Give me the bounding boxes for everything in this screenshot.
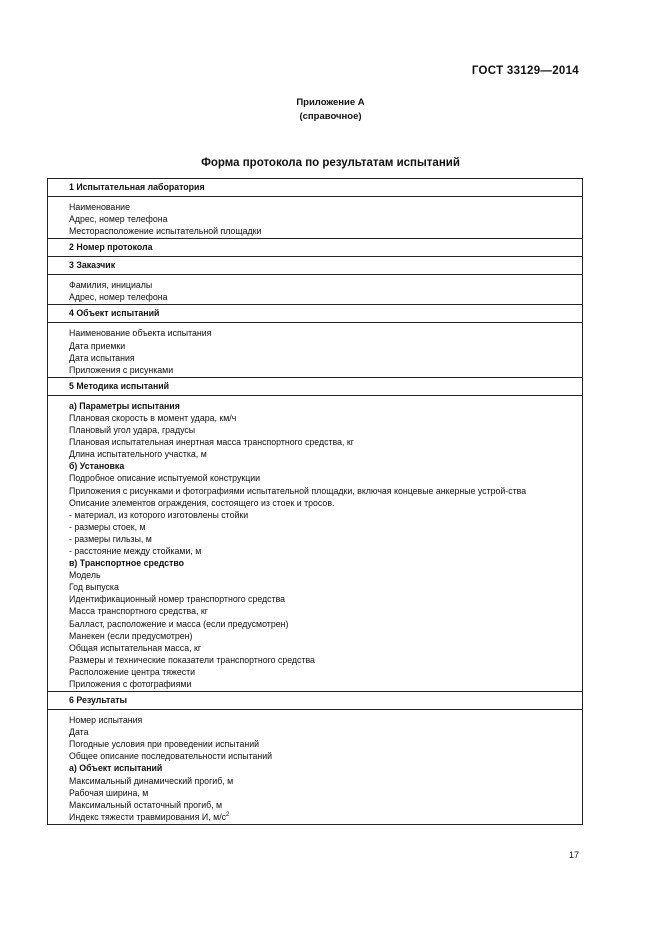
form-field-line — [69, 787, 578, 799]
form-field-line — [69, 775, 578, 787]
line-text: Манекен (если предусмотрен) — [69, 630, 193, 641]
form-field-line — [69, 448, 578, 460]
form-field-line — [69, 811, 578, 823]
form-section — [48, 692, 582, 824]
form-field-line — [69, 364, 578, 376]
subsection-heading — [69, 762, 578, 774]
line-text: Дата испытания — [69, 352, 135, 363]
section-body — [48, 275, 582, 304]
section-body — [48, 197, 582, 238]
line-text: Адрес, номер телефона — [69, 214, 168, 225]
section-heading: 2 Номер протокола — [69, 242, 153, 253]
line-text: б) Установка — [69, 461, 125, 472]
annex-title: Приложение А — [296, 97, 365, 108]
form-field-line — [69, 750, 578, 762]
line-text: Год выпуска — [69, 582, 119, 593]
form-field-line — [69, 533, 578, 545]
line-text: Рабочая ширина, м — [69, 787, 149, 798]
form-field-line — [69, 412, 578, 424]
line-text: а) Параметры испытания — [69, 400, 180, 411]
line-text: в) Транспортное средство — [69, 558, 185, 569]
section-heading: 5 Методика испытаний — [48, 378, 582, 396]
form-title: Форма протокола по результатам испытаний — [201, 157, 460, 169]
line-text: Максимальный остаточный прогиб, м — [69, 799, 223, 810]
section-heading: 6 Результаты — [48, 692, 582, 710]
line-text: Номер испытания — [69, 715, 143, 726]
form-field-line — [69, 738, 578, 750]
line-text: а) Объект испытаний — [69, 763, 163, 774]
line-text: Плановый угол удара, градусы — [69, 425, 196, 436]
form-field-line — [69, 569, 578, 581]
line-text: - размеры гильзы, м — [69, 533, 152, 544]
line-text: - размеры стоек, м — [69, 521, 146, 532]
line-text: Длина испытательного участка, м — [69, 449, 207, 460]
superscript: 2 — [226, 811, 230, 818]
line-text: Погодные условия при проведении испытаний — [69, 739, 260, 750]
form-field-line — [69, 618, 578, 630]
form-field-line — [69, 593, 578, 605]
form-field-line — [69, 678, 578, 690]
line-text: Идентификационный номер транспортного средства — [69, 594, 286, 605]
form-field-line — [69, 654, 578, 666]
page-number: 17 — [568, 850, 579, 860]
line-text: Индекс тяжести травмирования И, м/с — [69, 811, 227, 822]
section-body — [48, 710, 582, 824]
protocol-form-table — [47, 178, 583, 825]
line-text: Подробное описание испытуемой конструкции — [69, 473, 261, 484]
form-field-line — [69, 642, 578, 654]
line-text: Общее описание последовательности испытаний — [69, 751, 273, 762]
form-field-line — [69, 340, 578, 352]
line-text: - расстояние между стойками, м — [69, 545, 202, 556]
section-heading: 3 Заказчик — [48, 257, 582, 275]
line-text: Масса транспортного средства, кг — [69, 606, 208, 617]
line-text: Общая испытательная масса, кг — [69, 642, 202, 653]
annex-heading — [0, 96, 661, 124]
form-section — [48, 257, 582, 305]
line-text: Балласт, расположение и масса (если предусмотрен) — [69, 618, 289, 629]
standard-designation: ГОСТ 33129—2014 — [471, 65, 579, 77]
form-field-line — [69, 436, 578, 448]
form-field-line — [69, 497, 578, 509]
subsection-heading — [69, 400, 578, 412]
form-field-line — [69, 714, 578, 726]
form-section — [48, 378, 582, 692]
section-body — [48, 323, 582, 376]
line-text: Максимальный динамический прогиб, м — [69, 775, 234, 786]
form-section — [48, 179, 582, 239]
form-field-line — [69, 666, 578, 678]
form-field-line — [59, 485, 578, 497]
form-field-line — [69, 327, 578, 339]
form-field-line — [69, 201, 578, 213]
subsection-heading — [69, 460, 578, 472]
form-field-line — [69, 581, 578, 593]
line-text: Модель — [69, 570, 101, 581]
line-text: Приложения с фотографиями — [69, 679, 192, 689]
section-body — [48, 396, 582, 691]
line-text: Приложения с рисунками и фотографиями испытательной площадки, включая концевые анкерные устрой-ства — [69, 485, 527, 496]
line-text: - материал, из которого изготовлены стойки — [69, 509, 249, 520]
form-field-line — [69, 352, 578, 364]
line-text: Плановая испытательная инертная масса транспортного средства, кг — [69, 437, 354, 448]
line-text: Наименование — [69, 202, 130, 212]
section-heading: 4 Объект испытаний — [48, 305, 582, 323]
line-text: Описание элементов ограждения, состоящего из стоек и тросов. — [69, 497, 335, 508]
form-section — [48, 305, 582, 377]
subsection-heading — [69, 557, 578, 569]
form-field-line — [69, 630, 578, 642]
form-field-line — [69, 291, 578, 303]
form-field-line — [69, 726, 578, 738]
form-field-line — [69, 424, 578, 436]
line-text: Дата — [69, 727, 89, 738]
line-text: Плановая скорость в момент удара, км/ч — [69, 412, 237, 423]
line-text: Расположение центра тяжести — [69, 666, 196, 677]
line-text: Размеры и технические показатели транспортного средства — [69, 654, 315, 665]
line-text: Приложения с рисунками — [69, 364, 174, 375]
section-heading: 1 Испытательная лаборатория — [48, 179, 582, 197]
line-text: Адрес, номер телефона — [69, 292, 168, 303]
form-field-line — [69, 799, 578, 811]
form-field-line — [69, 279, 578, 291]
form-field-line — [69, 213, 578, 225]
line-text: Месторасположение испытательной площадки — [69, 226, 262, 237]
line-text: Наименование объекта испытания — [69, 328, 212, 339]
form-field-line — [69, 521, 578, 533]
annex-subtitle: (справочное) — [299, 111, 362, 122]
form-field-line — [69, 509, 578, 521]
line-text: Дата приемки — [69, 340, 126, 351]
form-field-line — [69, 545, 578, 557]
form-field-line — [69, 605, 578, 617]
form-field-line — [69, 225, 578, 237]
line-text: Фамилия, инициалы — [69, 280, 153, 291]
form-field-line — [69, 472, 578, 484]
form-section — [48, 239, 582, 257]
